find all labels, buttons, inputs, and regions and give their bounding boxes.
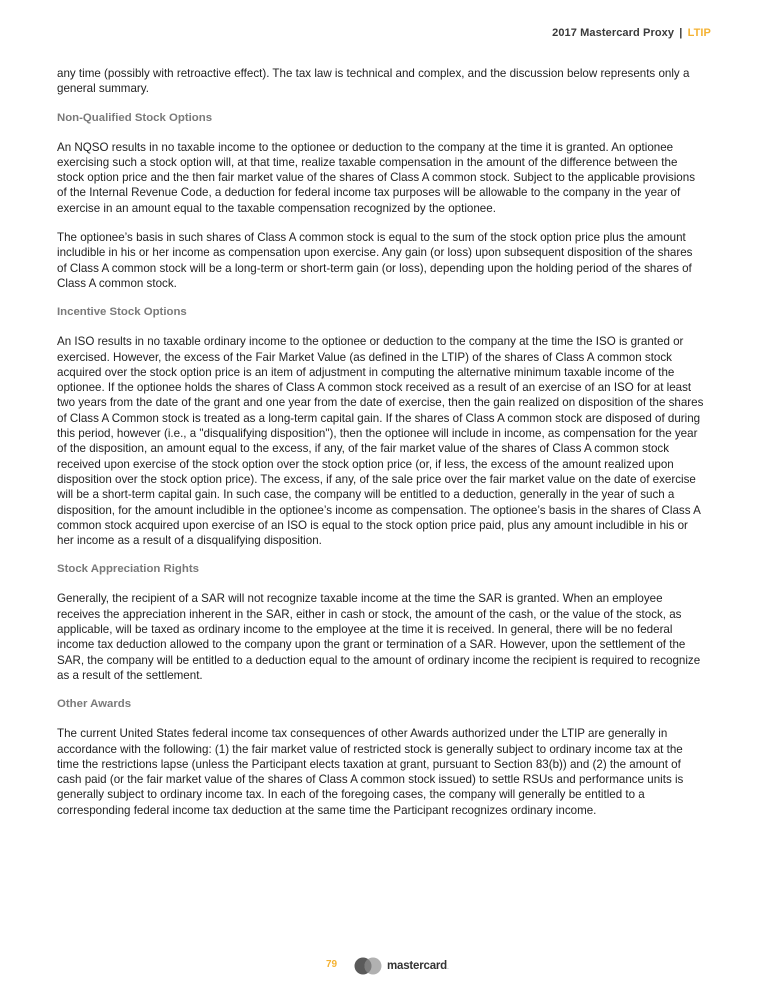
iso-paragraph: An ISO results in no taxable ordinary income to the optionee or deduction to the company at the time the ISO is granted or exercised. However, the excess of the Fair Market Value (as defined in the LTIP) of the shares of Class A common stock acquired over the stock option price is an item of adjustment in computing the alternative minimum taxable income of the optionee. If the optionee holds the shares of Class A common stock received as a result of an exercise of an ISO for at least two years from the date of the grant and one year from the date of exercise, then the gain realized on disposition of the shares of Class A Common stock is treated as a long-term capital gain. If the shares of Class A common stock are disposed of during this period, however (i.e., a "disqualifying disposition"), then the optionee will include in income, as compensation for the year of the disposition, an amount equal to the excess, if any, of the fair market value of the shares of Class A common stock received upon exercise of the stock option over the stock option price (or, if less, the excess of the amount realized upon disposition over the stock option price). The excess, if any, of the sale price over the fair market value on the date of exercise will be a short-term capital gain. In such case, the company will be entitled to a deduction, generally in the year of such a disposition, for the amount includible in the optionee’s income as compensation. The optionee’s basis in the shares of Class A common stock acquired upon exercise of an ISO is equal to the stock option price paid, plus any amount includible in his or her income as a result of a disqualifying disposition. xyxy=(57,335,704,548)
other-awards-paragraph: The current United States federal income tax consequences of other Awards authorized under the LTIP are generally in accordance with the following: (1) the fair market value of restricted stock is generally subject to ordinary income tax at the time the restrictions lapse (unless the Participant elects taxation at grant, pursuant to Section 83(b)) and (2) the amount of cash paid (or the fair market value of the shares of Class A common stock issued) to settle RSUs and performance units is generally subject to ordinary income tax. In each of the foregoing cases, the company will generally be entitled to a corresponding federal income tax deduction at the same time the Participant recognizes ordinary income. xyxy=(57,727,684,817)
mastercard-logo xyxy=(354,957,449,975)
intro-paragraph: any time (possibly with retroactive effect). The tax law is technical and complex, and the discussion below represents only a general summary. xyxy=(57,67,690,96)
sar-heading: Stock Appreciation Rights xyxy=(57,563,199,576)
page-header xyxy=(552,27,711,39)
nqso-heading: Non-Qualified Stock Options xyxy=(57,111,213,124)
logo-text: mastercard xyxy=(387,960,448,972)
logo-wordmark xyxy=(387,960,449,972)
other-awards-heading: Other Awards xyxy=(57,698,132,711)
document-body xyxy=(57,66,705,832)
page-footer xyxy=(0,955,768,977)
logo-mark: . xyxy=(447,964,449,971)
header-separator: | xyxy=(679,27,683,39)
page-number: 79 xyxy=(326,959,338,970)
nqso-paragraph-2: The optionee’s basis in such shares of Class A common stock is equal to the sum of the stock option price plus the amount includible in his or her income as compensation upon exercise. Any gain (or loss) upon subsequent disposition of the shares of Class A common stock will be a long-term or short-term gain (or loss), depending upon the holding period of the shares of Class A common stock. xyxy=(57,231,693,290)
mastercard-circles-icon xyxy=(354,957,382,975)
nqso-paragraph-1: An NQSO results in no taxable income to the optionee or deduction to the company at the time it is granted. An optionee exercising such a stock option will, at that time, realize taxable compensation in the amount of the difference between the stock option price and the then fair market value of the shares of Class A common stock. Subject to the applicable provisions of the Internal Revenue Code, a deduction for federal income tax purposes will be allowable to the company in the year of exercise in an amount equal to the taxable compensation recognized by the optionee. xyxy=(57,140,695,215)
iso-heading: Incentive Stock Options xyxy=(57,306,187,319)
header-title: 2017 Mastercard Proxy xyxy=(552,27,675,39)
header-section: LTIP xyxy=(687,27,711,39)
sar-paragraph: Generally, the recipient of a SAR will not recognize taxable income at the time the SAR is granted. When an employee receives the appreciation inherent in the SAR, either in cash or stock, the amount of the cash, or the value of the stock, as applicable, will be taxed as ordinary income to the employee at the time it is received. In general, there will be no federal income tax deduction allowed to the company upon the grant or termination of a SAR. However, upon the settlement of the SAR, the company will be entitled to a deduction equal to the amount of ordinary income the recipient is required to recognize as a result of the settlement. xyxy=(57,592,701,682)
